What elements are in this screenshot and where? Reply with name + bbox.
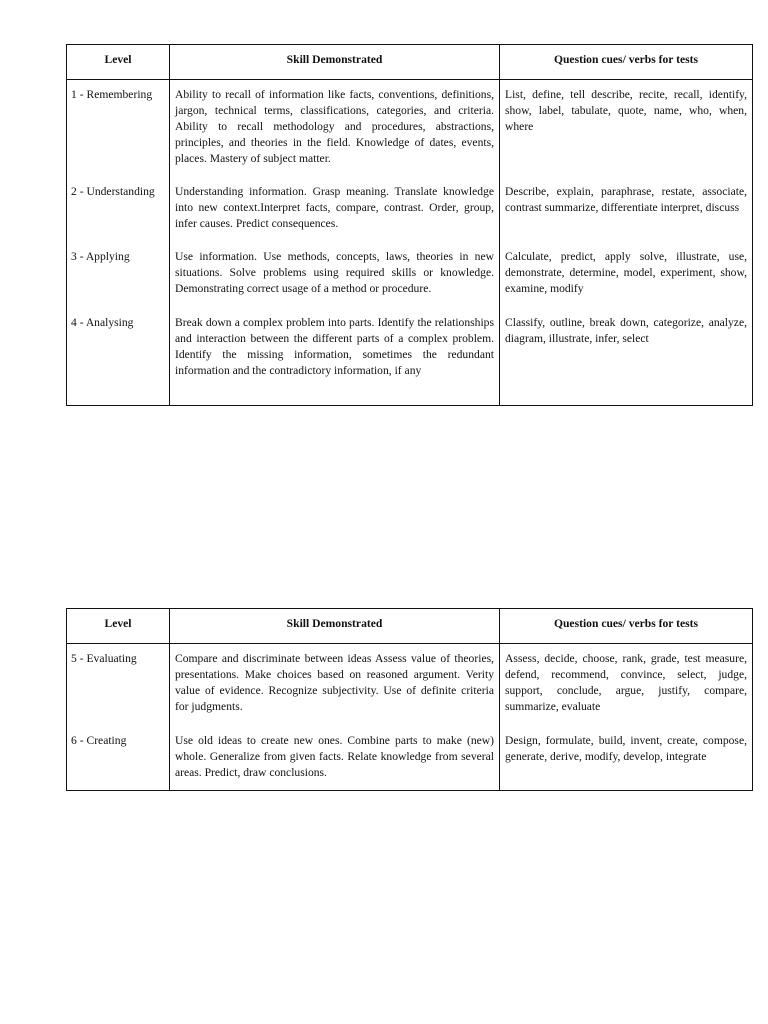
header-level: Level [67,45,170,80]
bloom-table-1 [66,44,753,406]
level-cell: 2 - Understanding [67,177,170,242]
skill-cell: Use information. Use methods, concepts, laws, theories in new situations. Solve problems using required skills or knowledge. Demonstrating correct usage of a method or procedure. [170,242,500,308]
table-row [67,644,753,727]
table-row [67,80,753,178]
level-cell: 4 - Analysing [67,308,170,406]
header-row [67,45,753,80]
skill-cell: Compare and discriminate between ideas Assess value of theories, presentations. Make choices based on reasoned argument. Verity value of evidence. Recognize subjectivity. Use of definite criteria for judgments. [170,644,500,727]
header-cues: Question cues/ verbs for tests [500,609,753,644]
bloom-table-2 [66,608,753,791]
level-cell: 1 - Remembering [67,80,170,178]
cues-cell: Assess, decide, choose, rank, grade, test measure, defend, recommend, convince, select, judge, support, conclude, argue, justify, compare, summarize, evaluate [500,644,753,727]
header-level: Level [67,609,170,644]
cues-cell: Calculate, predict, apply solve, illustrate, use, demonstrate, determine, model, experiment, show, examine, modify [500,242,753,308]
cues-cell: Describe, explain, paraphrase, restate, associate, contrast summarize, differentiate interpret, discuss [500,177,753,242]
header-row [67,609,753,644]
table-row [67,726,753,791]
skill-cell: Understanding information. Grasp meaning. Translate knowledge into new context.Interpret facts, compare, contrast. Order, group, infer causes. Predict consequences. [170,177,500,242]
skill-cell: Ability to recall of information like facts, conventions, definitions, jargon, technical terms, classifications, categories, and criteria. Ability to recall methodology and procedures, abstractions, principles, and theories in the field. Knowledge of dates, events, places. Mastery of subject matter. [170,80,500,178]
header-cues: Question cues/ verbs for tests [500,45,753,80]
table-row [67,308,753,406]
cues-cell: Design, formulate, build, invent, create, compose, generate, derive, modify, develop, integrate [500,726,753,791]
skill-cell: Use old ideas to create new ones. Combine parts to make (new) whole. Generalize from given facts. Relate knowledge from several areas. Predict, draw conclusions. [170,726,500,791]
cues-cell: Classify, outline, break down, categorize, analyze, diagram, illustrate, infer, select [500,308,753,406]
level-cell: 3 - Applying [67,242,170,308]
cues-cell: List, define, tell describe, recite, recall, identify, show, label, tabulate, quote, name, who, when, where [500,80,753,178]
skill-cell: Break down a complex problem into parts. Identify the relationships and interaction between the different parts of a complex problem. Identify the missing information, sometimes the redundant information and the contradictory information, if any [170,308,500,406]
table-row [67,242,753,308]
header-skill: Skill Demonstrated [170,45,500,80]
header-skill: Skill Demonstrated [170,609,500,644]
level-cell: 5 - Evaluating [67,644,170,727]
level-cell: 6 - Creating [67,726,170,791]
table-row [67,177,753,242]
